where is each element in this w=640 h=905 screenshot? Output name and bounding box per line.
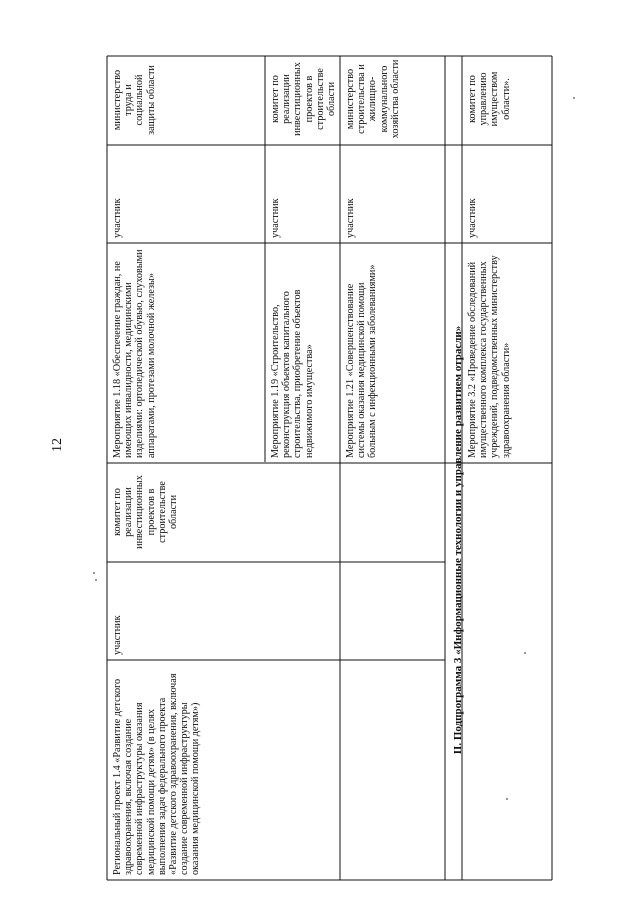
measure-3-2-body: комитет по управлению имуществом области». [467, 71, 512, 127]
project-1-4-text: Региональный проект 1.4 «Развитие детского здравоохранения, включая создание современной инфраструктуры оказания медицинской помощи детям» (в целях выполнения задач федерального проекта «Развитие детского здравоохранения, включая создание современной инфраструктуры оказания медицинской помощи детям») [112, 673, 202, 875]
measure-3-2-role: участник [467, 198, 478, 238]
measure-3-2-text: Мероприятие 3.2 «Проведение обследований имущественного комплекса государственных учреждений, подведомственных министерству здравоохранения области» [467, 255, 512, 458]
measure-1-19-body: комитет по реализации инвестиционных проектов в строительстве области [270, 62, 338, 136]
subprogram-heading: II. Подпрограмма 3 «Информационные технологии и управление развитием отрасли» [452, 325, 464, 755]
scan-speck [573, 97, 575, 99]
scan-speck [506, 798, 508, 800]
measure-1-18-body: министерство труда и социальной защиты области [112, 65, 157, 135]
project-body: комитет по реализации инвестиционных проектов в строительстве области [112, 475, 180, 549]
measure-1-21-text: Мероприятие 1.21 «Совершенствование системы оказания медицинской помощи больным с инфекционными заболеваниями» [345, 264, 379, 458]
measure-1-21-body: министерство строительства и жилищно-коммунального хозяйства области [345, 59, 401, 139]
scan-speck [95, 579, 97, 581]
measure-1-18-text: Мероприятие 1.18 «Обеспечение граждан, не имеющих инвалидности, медицинскими изделиями: ортопедической обувью, слуховыми аппаратами, протезами молочной железы» [112, 249, 157, 458]
page-number: 12 [50, 438, 65, 452]
measure-1-19-text: Мероприятие 1.19 «Строительство, реконструкция объектов капитального строительства, приобретение объектов недвижимого имущества» [270, 289, 315, 458]
measure-1-18-role: участник [112, 198, 123, 238]
scan-speck [93, 572, 95, 574]
measure-1-19-role: участник [270, 198, 281, 238]
measure-1-21-role: участник [345, 198, 356, 238]
scan-speck [524, 652, 526, 654]
project-role: участник [112, 615, 123, 655]
